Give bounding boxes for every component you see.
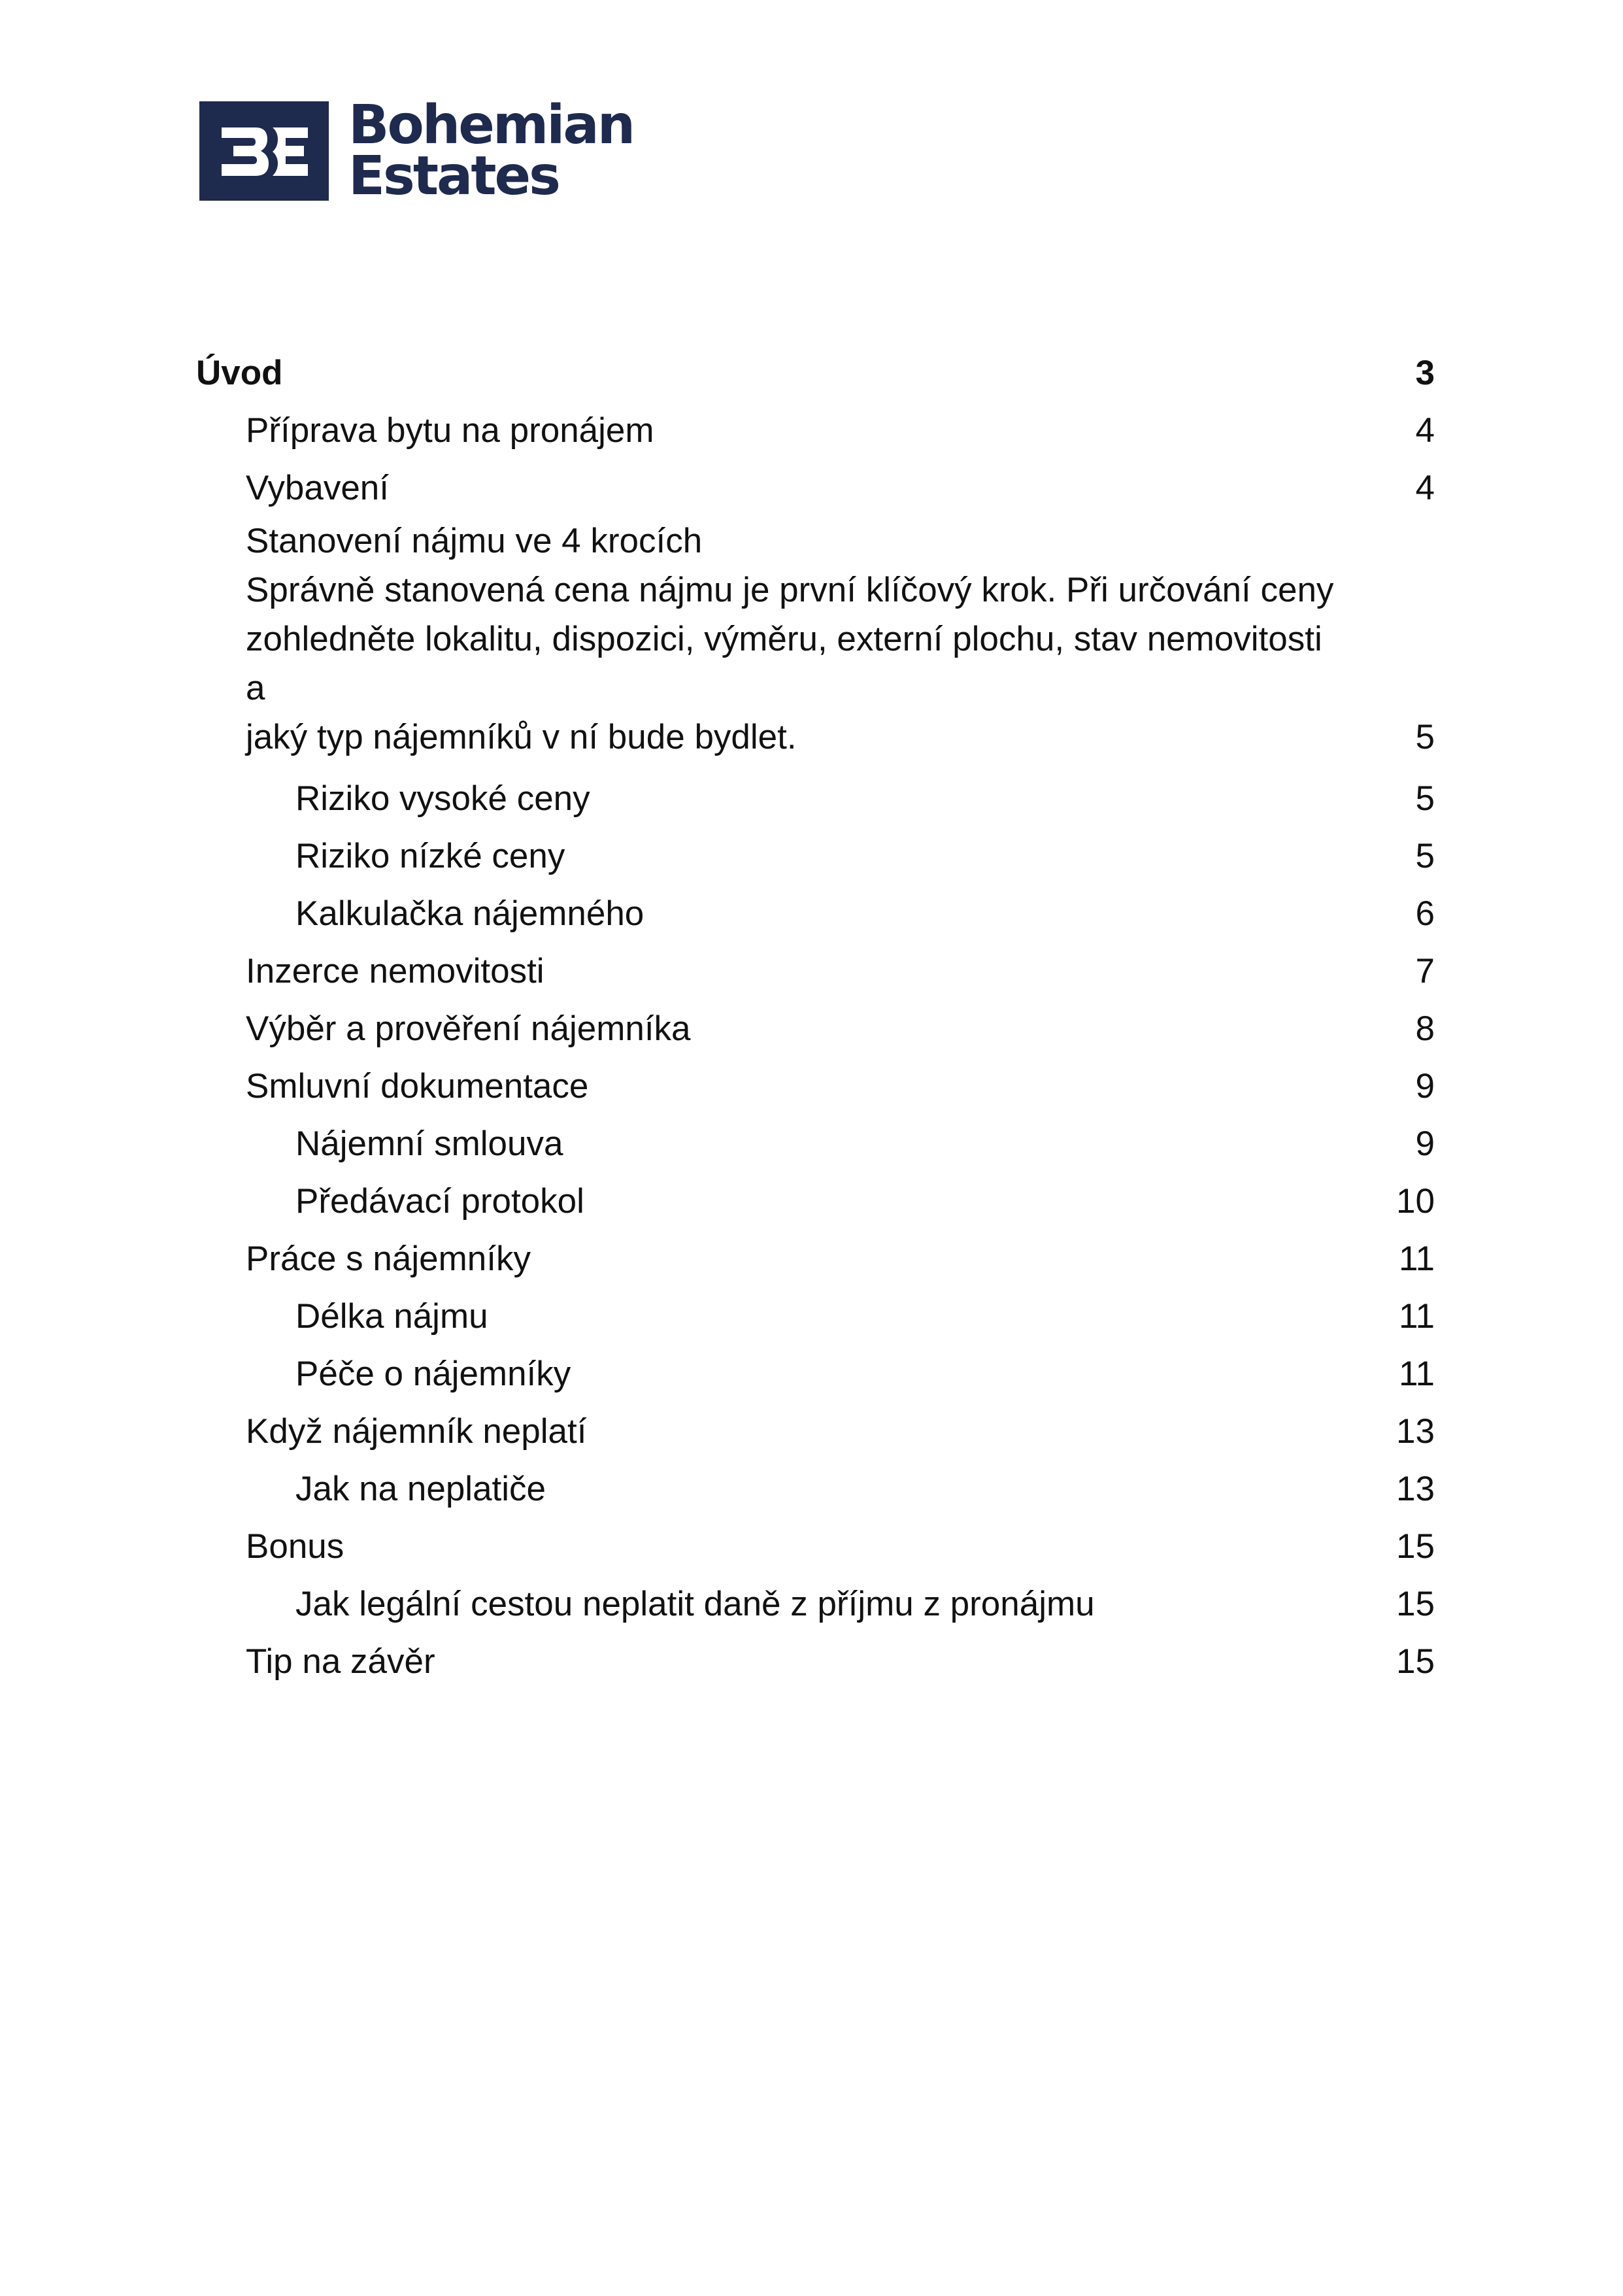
- toc-entry-page: 15: [1396, 1642, 1435, 1681]
- toc-entry[interactable]: [196, 1341, 1435, 1398]
- toc-entry[interactable]: [196, 340, 1435, 397]
- toc-entry-title: Vybavení: [246, 469, 390, 507]
- toc-entry-title-line: jaký typ nájemníků v ní bude bydlet.: [246, 718, 797, 756]
- toc-entry-page: 13: [1396, 1470, 1435, 1508]
- toc-entry-title-line: zohledněte lokalitu, dispozici, výměru, externí plochu, stav nemovitosti a: [246, 620, 1322, 707]
- toc-entry-title: Nájemní smlouva: [295, 1124, 563, 1163]
- toc-entry-page: 15: [1396, 1527, 1435, 1566]
- toc-entry-title: Délka nájmu: [295, 1297, 488, 1336]
- toc-entry-page: 10: [1396, 1182, 1435, 1221]
- toc-entry-page: 9: [1415, 1124, 1435, 1163]
- be-monogram-icon: [199, 101, 329, 201]
- toc-entry[interactable]: [196, 1283, 1435, 1341]
- toc-entry-page: 8: [1415, 1009, 1435, 1048]
- toc-entry-page: 15: [1396, 1585, 1435, 1623]
- toc-entry-page: 11: [1398, 1297, 1435, 1336]
- toc-entry[interactable]: [196, 1513, 1435, 1571]
- toc-entry-page: 4: [1415, 469, 1435, 507]
- toc-entry-page: 5: [1415, 779, 1435, 818]
- toc-entry-page: 7: [1415, 952, 1435, 990]
- toc-entry-title-line: Stanovení nájmu ve 4 krocích: [246, 522, 703, 560]
- toc-entry-title: Tip na závěr: [246, 1642, 435, 1681]
- toc-entry-title-line: Správně stanovená cena nájmu je první klíčový krok. Při určování ceny: [246, 571, 1334, 609]
- brand-logo: [199, 94, 634, 207]
- toc-entry-title: Smluvní dokumentace: [246, 1067, 589, 1106]
- toc-entry[interactable]: [196, 938, 1435, 996]
- toc-entry[interactable]: [196, 996, 1435, 1053]
- toc-entry-title: Bonus: [246, 1527, 344, 1566]
- brand-name: [348, 94, 634, 207]
- toc-entry[interactable]: [196, 1053, 1435, 1111]
- toc-entry-title: Práce s nájemníky: [246, 1240, 531, 1278]
- toc-entry-page: 11: [1398, 1240, 1435, 1278]
- toc-entry[interactable]: [196, 1456, 1435, 1513]
- table-of-contents: [196, 340, 1435, 1686]
- toc-entry[interactable]: [196, 1571, 1435, 1629]
- toc-entry-page: 6: [1415, 894, 1435, 933]
- toc-entry-page: 3: [1415, 354, 1435, 392]
- toc-entry-page: 13: [1396, 1412, 1435, 1451]
- toc-entry[interactable]: [196, 766, 1435, 823]
- toc-entry[interactable]: [196, 1398, 1435, 1456]
- toc-entry-page: 4: [1415, 411, 1435, 450]
- brand-name-line1: Bohemian: [348, 94, 634, 156]
- toc-entry-title: Péče o nájemníky: [295, 1355, 571, 1393]
- toc-entry[interactable]: [196, 1629, 1435, 1686]
- toc-entry-page: 11: [1398, 1355, 1435, 1393]
- toc-entry[interactable]: [196, 1168, 1435, 1226]
- toc-entry-title: Úvod: [196, 354, 283, 392]
- toc-entry-title: Předávací protokol: [295, 1182, 584, 1221]
- toc-entry[interactable]: [196, 1111, 1435, 1168]
- toc-entry-title: Výběr a prověření nájemníka: [246, 1009, 691, 1048]
- toc-entry-page: 9: [1415, 1067, 1435, 1106]
- toc-entry-title: Riziko vysoké ceny: [295, 779, 590, 818]
- toc-entry-page: 5: [1415, 837, 1435, 875]
- toc-entry-title: Inzerce nemovitosti: [246, 952, 544, 990]
- toc-entry[interactable]: [196, 1226, 1435, 1283]
- toc-entry[interactable]: [196, 823, 1435, 881]
- brand-name-line2: Estates: [348, 145, 559, 207]
- toc-entry[interactable]: [196, 455, 1435, 513]
- toc-entry[interactable]: [196, 513, 1435, 766]
- toc-entry-title: Příprava bytu na pronájem: [246, 411, 654, 450]
- toc-entry-title: [246, 516, 1382, 762]
- toc-entry-title: Kalkulačka nájemného: [295, 894, 644, 933]
- toc-entry-page: 5: [1415, 718, 1435, 756]
- toc-entry-title: Když nájemník neplatí: [246, 1412, 587, 1451]
- toc-entry-title: Jak na neplatiče: [295, 1470, 546, 1508]
- toc-entry-title: Riziko nízké ceny: [295, 837, 565, 875]
- toc-entry[interactable]: [196, 881, 1435, 938]
- toc-entry-title: Jak legální cestou neplatit daně z příjmu z pronájmu: [295, 1585, 1095, 1623]
- toc-entry[interactable]: [196, 397, 1435, 455]
